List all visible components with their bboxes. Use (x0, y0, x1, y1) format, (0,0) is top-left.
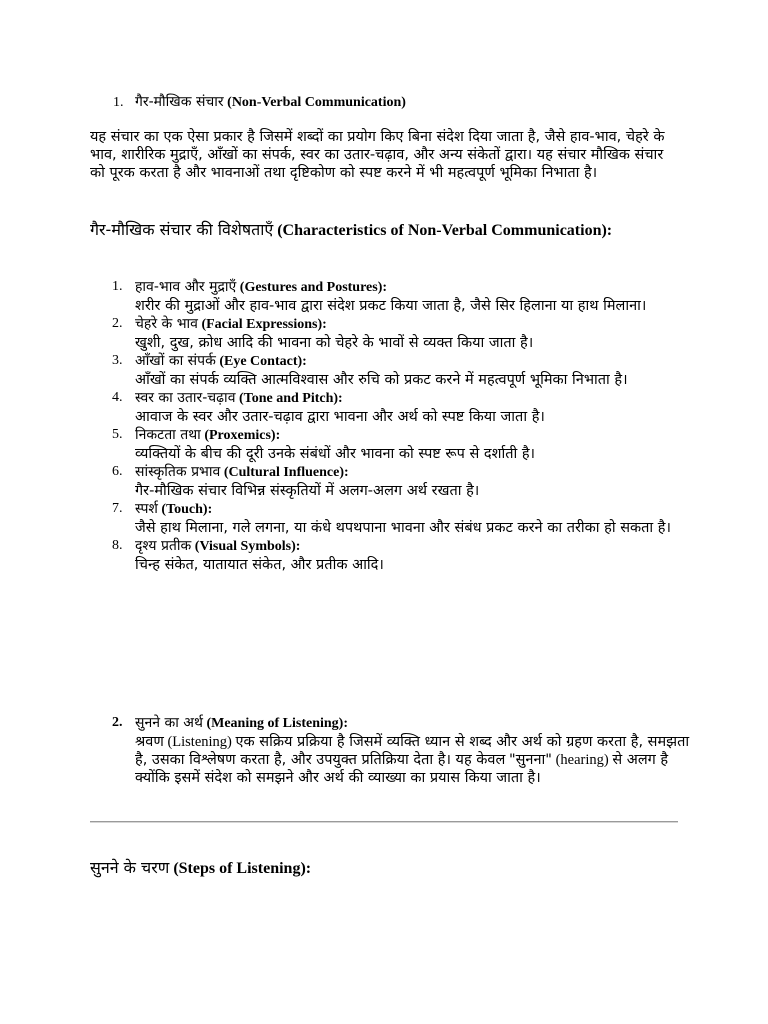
characteristics-list (90, 278, 690, 574)
section-2-title-english: (Meaning of Listening): (206, 716, 348, 731)
list-item-title-hindi: स्पर्श (135, 501, 158, 517)
list-item-title-english: (Eye Contact): (219, 354, 307, 369)
list-item-description: व्यक्तियों के बीच की दूरी उनके संबंधों और भावना को स्पष्ट रूप से दर्शाती है। (135, 446, 536, 462)
section-1-heading (113, 92, 406, 113)
list-item (90, 278, 690, 315)
list-item (90, 426, 690, 463)
list-item-description: जैसे हाथ मिलाना, गले लगना, या कंधे थपथपाना भावना और संबंध प्रकट करने का तरीका हो सकता है। (135, 520, 671, 536)
list-item-number: 1. (112, 279, 123, 294)
list-item-description: आवाज के स्वर और उतार-चढ़ाव द्वारा भावना और अर्थ को स्पष्ट किया जाता है। (135, 409, 545, 425)
list-item-description: गैर-मौखिक संचार विभिन्न संस्कृतियों में अलग-अलग अर्थ रखता है। (135, 483, 480, 499)
steps-heading (90, 858, 311, 879)
list-item-description: आँखों का संपर्क व्यक्ति आत्मविश्वास और रुचि को प्रकट करने में महत्वपूर्ण भूमिका निभाता है। (135, 372, 628, 388)
list-item-number: 3. (112, 353, 123, 368)
list-item-title-hindi: सांस्कृतिक प्रभाव (135, 464, 221, 480)
list-item-title-english: (Cultural Influence): (223, 465, 349, 480)
list-item (90, 463, 690, 500)
section-2 (90, 714, 690, 787)
section-1-title-english: (Non-Verbal Communication) (227, 95, 406, 110)
list-item (90, 389, 690, 426)
list-item-number: 2. (112, 316, 123, 331)
list-item-number: 8. (112, 538, 123, 553)
list-item-title-hindi: स्वर का उतार-चढ़ाव (135, 390, 236, 406)
list-item-title-hindi: दृश्य प्रतीक (135, 538, 192, 554)
horizontal-divider (90, 821, 678, 823)
list-item-title-english: (Gestures and Postures): (239, 280, 388, 295)
characteristics-heading (90, 220, 680, 241)
list-item-title-hindi: हाव-भाव और मुद्राएँ (135, 279, 237, 295)
list-item-title-english: (Proxemics): (204, 428, 281, 443)
list-item-number: 4. (112, 390, 123, 405)
description-part: से अलग है क्योंकि इसमें संदेश को समझने और अर्थ की व्याख्या का प्रयास किया जाता है। (135, 752, 669, 786)
description-part: (Listening) (167, 734, 232, 750)
description-part: (hearing) (555, 752, 609, 768)
section-2-title-hindi: सुनने का अर्थ (135, 715, 203, 731)
description-part: "सुनना" (508, 752, 552, 768)
list-item-number: 5. (112, 427, 123, 442)
list-item-number: 7. (112, 501, 123, 516)
list-item-description: चिन्ह संकेत, यातायात संकेत, और प्रतीक आदि। (135, 557, 384, 573)
section-2-description (135, 733, 690, 787)
list-item (90, 352, 690, 389)
section-1-number: 1. (113, 95, 124, 110)
list-item-number: 6. (112, 464, 123, 479)
section-2-number: 2. (112, 715, 123, 730)
list-item (90, 537, 690, 574)
characteristics-heading-hindi: गैर-मौखिक संचार की विशेषताएँ (90, 220, 274, 239)
list-item-description: खुशी, दुख, क्रोध आदि की भावना को चेहरे के भावों से व्यक्त किया जाता है। (135, 335, 534, 351)
list-item-title-hindi: चेहरे के भाव (135, 316, 198, 332)
steps-heading-english: (Steps of Listening): (173, 860, 312, 877)
list-item-title-english: (Touch): (161, 502, 213, 517)
list-item-title-english: (Tone and Pitch): (238, 391, 343, 406)
description-part: श्रवण (135, 734, 164, 750)
list-item-description: शरीर की मुद्राओं और हाव-भाव द्वारा संदेश प्रकट किया जाता है, जैसे सिर हिलाना या हाथ मिलाना। (135, 298, 647, 314)
section-1-title-hindi: गैर-मौखिक संचार (135, 94, 224, 110)
steps-heading-hindi: सुनने के चरण (90, 858, 170, 877)
characteristics-heading-english: (Characteristics of Non-Verbal Communication): (277, 222, 613, 239)
list-item-title-english: (Visual Symbols): (194, 539, 301, 554)
intro-paragraph: यह संचार का एक ऐसा प्रकार है जिसमें शब्दों का प्रयोग किए बिना संदेश दिया जाता है, जैसे हाव-भाव, चेहरे के भाव, शारीरिक मुद्राएँ, आँखों का संपर्क, स्वर का उतार-चढ़ाव, और अन्य संकेतों द्वारा। यह संचार मौखिक संचार को पूरक करता है और भावनाओं तथा दृष्टिकोण को स्पष्ट करने में भी महत्वपूर्ण भूमिका निभाता है। (90, 129, 665, 181)
list-item-title-hindi: आँखों का संपर्क (135, 353, 216, 369)
list-item-title-english: (Facial Expressions): (201, 317, 327, 332)
list-item (90, 500, 690, 537)
description-part: एक सक्रिय प्रक्रिया है जिसमें व्यक्ति ध्यान से शब्द और अर्थ को ग्रहण करता है, समझता है, उसका विश्लेषण करता है, और उपयुक्त प्रतिक्रिया देता है। यह केवल (135, 734, 690, 768)
list-item-title-hindi: निकटता तथा (135, 427, 201, 443)
list-item (90, 315, 690, 352)
